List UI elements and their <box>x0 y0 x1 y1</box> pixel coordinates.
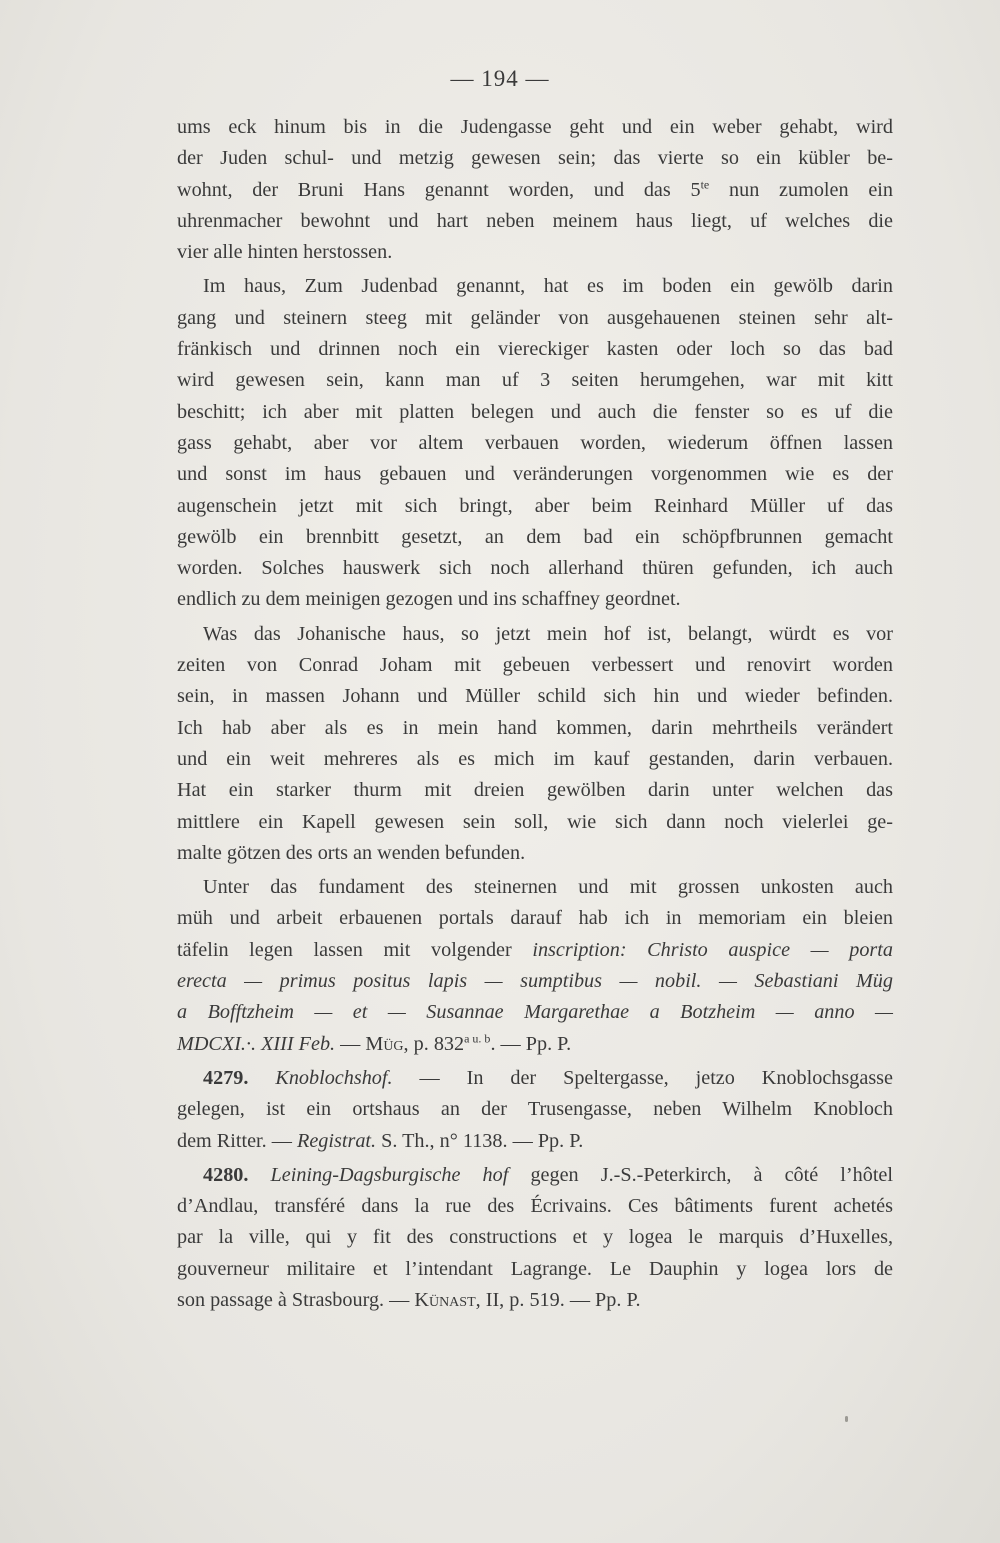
text-line: zeiten von Conrad Joham mit gebeuen verbessert und renovirt worden <box>177 654 893 677</box>
inscription-date: MDCXI.·. XIII Feb. <box>177 1032 336 1055</box>
text-line <box>177 1126 893 1157</box>
text-segment: nun zumolen ein <box>709 178 893 201</box>
text-line: gelegen, ist ein ortshaus an der Trusengasse, neben Wilhelm Knobloch <box>177 1098 893 1121</box>
text-line <box>177 1029 893 1060</box>
text-segment: dem Ritter. — <box>177 1129 297 1152</box>
text-line: uhrenmacher bewohnt und hart neben meinem haus liegt, uf welches die <box>177 209 893 232</box>
text-segment: täfelin legen lassen mit volgender <box>177 938 533 961</box>
inscription-text: inscription: Christo auspice — porta <box>532 938 893 961</box>
text-line <box>177 1285 893 1316</box>
text-segment: — <box>335 1032 366 1055</box>
text-line: der Juden schul- und metzig gewesen sein; das vierte so ein kübler be- <box>177 147 893 170</box>
text-line: augenschein jetzt mit sich bringt, aber beim Reinhard Müller uf das <box>177 494 893 517</box>
text-line: wird gewesen sein, kann man uf 3 seiten herumgehen, war mit kitt <box>177 369 893 392</box>
text-line: beschitt; ich aber mit platten belegen und auch die fenster so es uf die <box>177 400 893 423</box>
text-line: d’Andlau, transféré dans la rue des Écrivains. Ces bâtiments furent achetés <box>177 1195 893 1218</box>
superscript: te <box>700 176 710 191</box>
inscription-line: a Bofftzheim — et — Susannae Margarethae a Botzheim — anno — <box>177 1001 893 1024</box>
text-segment: — In der Speltergasse, jetzo Knoblochsgasse <box>392 1066 893 1089</box>
johanische-paragraph <box>177 619 893 869</box>
entry-title: Leining-Dagsburgische hof <box>270 1163 509 1186</box>
page-body <box>177 112 893 1319</box>
text-segment: , II, p. 519. — Pp. P. <box>475 1288 641 1311</box>
text-segment: son passage à Strasbourg. — <box>177 1288 415 1311</box>
text-line: Ich hab aber als es in mein hand kommen, darin mehrtheils verändert <box>177 716 893 739</box>
text-line: und sonst im haus gebauen und veränderungen vorgenommen wie es der <box>177 463 893 486</box>
text-line <box>177 935 893 966</box>
entry-4279 <box>177 1063 893 1157</box>
fundament-paragraph <box>177 872 893 1060</box>
text-line: worden. Solches hauswerk sich noch allerhand thüren gefunden, ich auch <box>177 557 893 580</box>
text-line: ums eck hinum bis in die Judengasse geht und ein weber gehabt, wird <box>177 116 893 138</box>
text-line <box>177 1063 893 1094</box>
source-ref: Registrat. <box>297 1129 377 1152</box>
text-segment: . — Pp. P. <box>490 1032 572 1055</box>
source-ref: , p. 832 <box>403 1032 465 1055</box>
entry-number: 4279. <box>203 1066 249 1089</box>
text-segment: gegen J.-S.-Peterkirch, à côté l’hôtel <box>508 1163 893 1186</box>
text-line: und ein weit mehreres als es mich im kauf gestanden, darin verbauen. <box>177 747 893 770</box>
text-line: sein, in massen Johann und Müller schild sich hin und wieder befinden. <box>177 685 893 708</box>
entry-4280 <box>177 1160 893 1316</box>
text-line: malte götzen des orts an wenden befunden. <box>177 841 526 864</box>
text-line: endlich zu dem meinigen gezogen und ins schaffney geordnet. <box>177 588 681 611</box>
text-line: Hat ein starker thurm mit dreien gewölben darin unter welchen das <box>177 779 893 802</box>
source-author: Müg <box>365 1032 404 1055</box>
continuation-paragraph <box>177 112 893 268</box>
paper-speck <box>845 1416 848 1422</box>
text-line <box>177 175 893 206</box>
text-line: par la ville, qui y fit des constructions et y logea le marquis d’Huxelles, <box>177 1226 893 1249</box>
text-line: müh und arbeit erbauenen portals darauf hab ich in memoriam ein bleien <box>177 907 893 930</box>
judenbad-paragraph <box>177 271 893 615</box>
entry-number: 4280. <box>203 1163 249 1186</box>
text-line: gouverneur militaire et l’intendant Lagrange. Le Dauphin y logea lors de <box>177 1257 893 1280</box>
source-author: Künast <box>414 1288 476 1311</box>
entry-title: Knoblochshof. <box>275 1066 393 1089</box>
text-line: vier alle hinten herstossen. <box>177 241 393 264</box>
text-line: gang und steinern steeg mit geländer von ausgehauenen steinen sehr alt- <box>177 306 893 329</box>
text-line: fränkisch und drinnen noch ein viereckiger kasten oder loch so das bad <box>177 338 893 361</box>
superscript: a u. b <box>464 1030 491 1045</box>
text-line: Was das Johanische haus, so jetzt mein hof ist, belangt, würdt es vor <box>203 622 893 645</box>
text-line <box>177 1160 893 1191</box>
text-segment: S. Th., n° 1138. — Pp. P. <box>376 1129 584 1152</box>
page-number: — 194 — <box>450 66 550 91</box>
inscription-line: erecta — primus positus lapis — sumptibus — nobil. — Sebastiani Müg <box>177 970 893 993</box>
text-line: mittlere ein Kapell gewesen sein soll, wie sich dann noch vielerlei ge- <box>177 810 893 833</box>
text-line: Unter das fundament des steinernen und mit grossen unkosten auch <box>203 876 893 899</box>
text-segment: wohnt, der Bruni Hans genannt worden, und das 5 <box>177 178 701 201</box>
text-line: Im haus, Zum Judenbad genannt, hat es im boden ein gewölb darin <box>203 275 893 298</box>
text-line: gass gehabt, aber vor altem verbauen worden, wiederum öffnen lassen <box>177 431 893 454</box>
text-line: gewölb ein brennbitt gesetzt, an dem bad ein schöpfbrunnen gemacht <box>177 525 893 548</box>
